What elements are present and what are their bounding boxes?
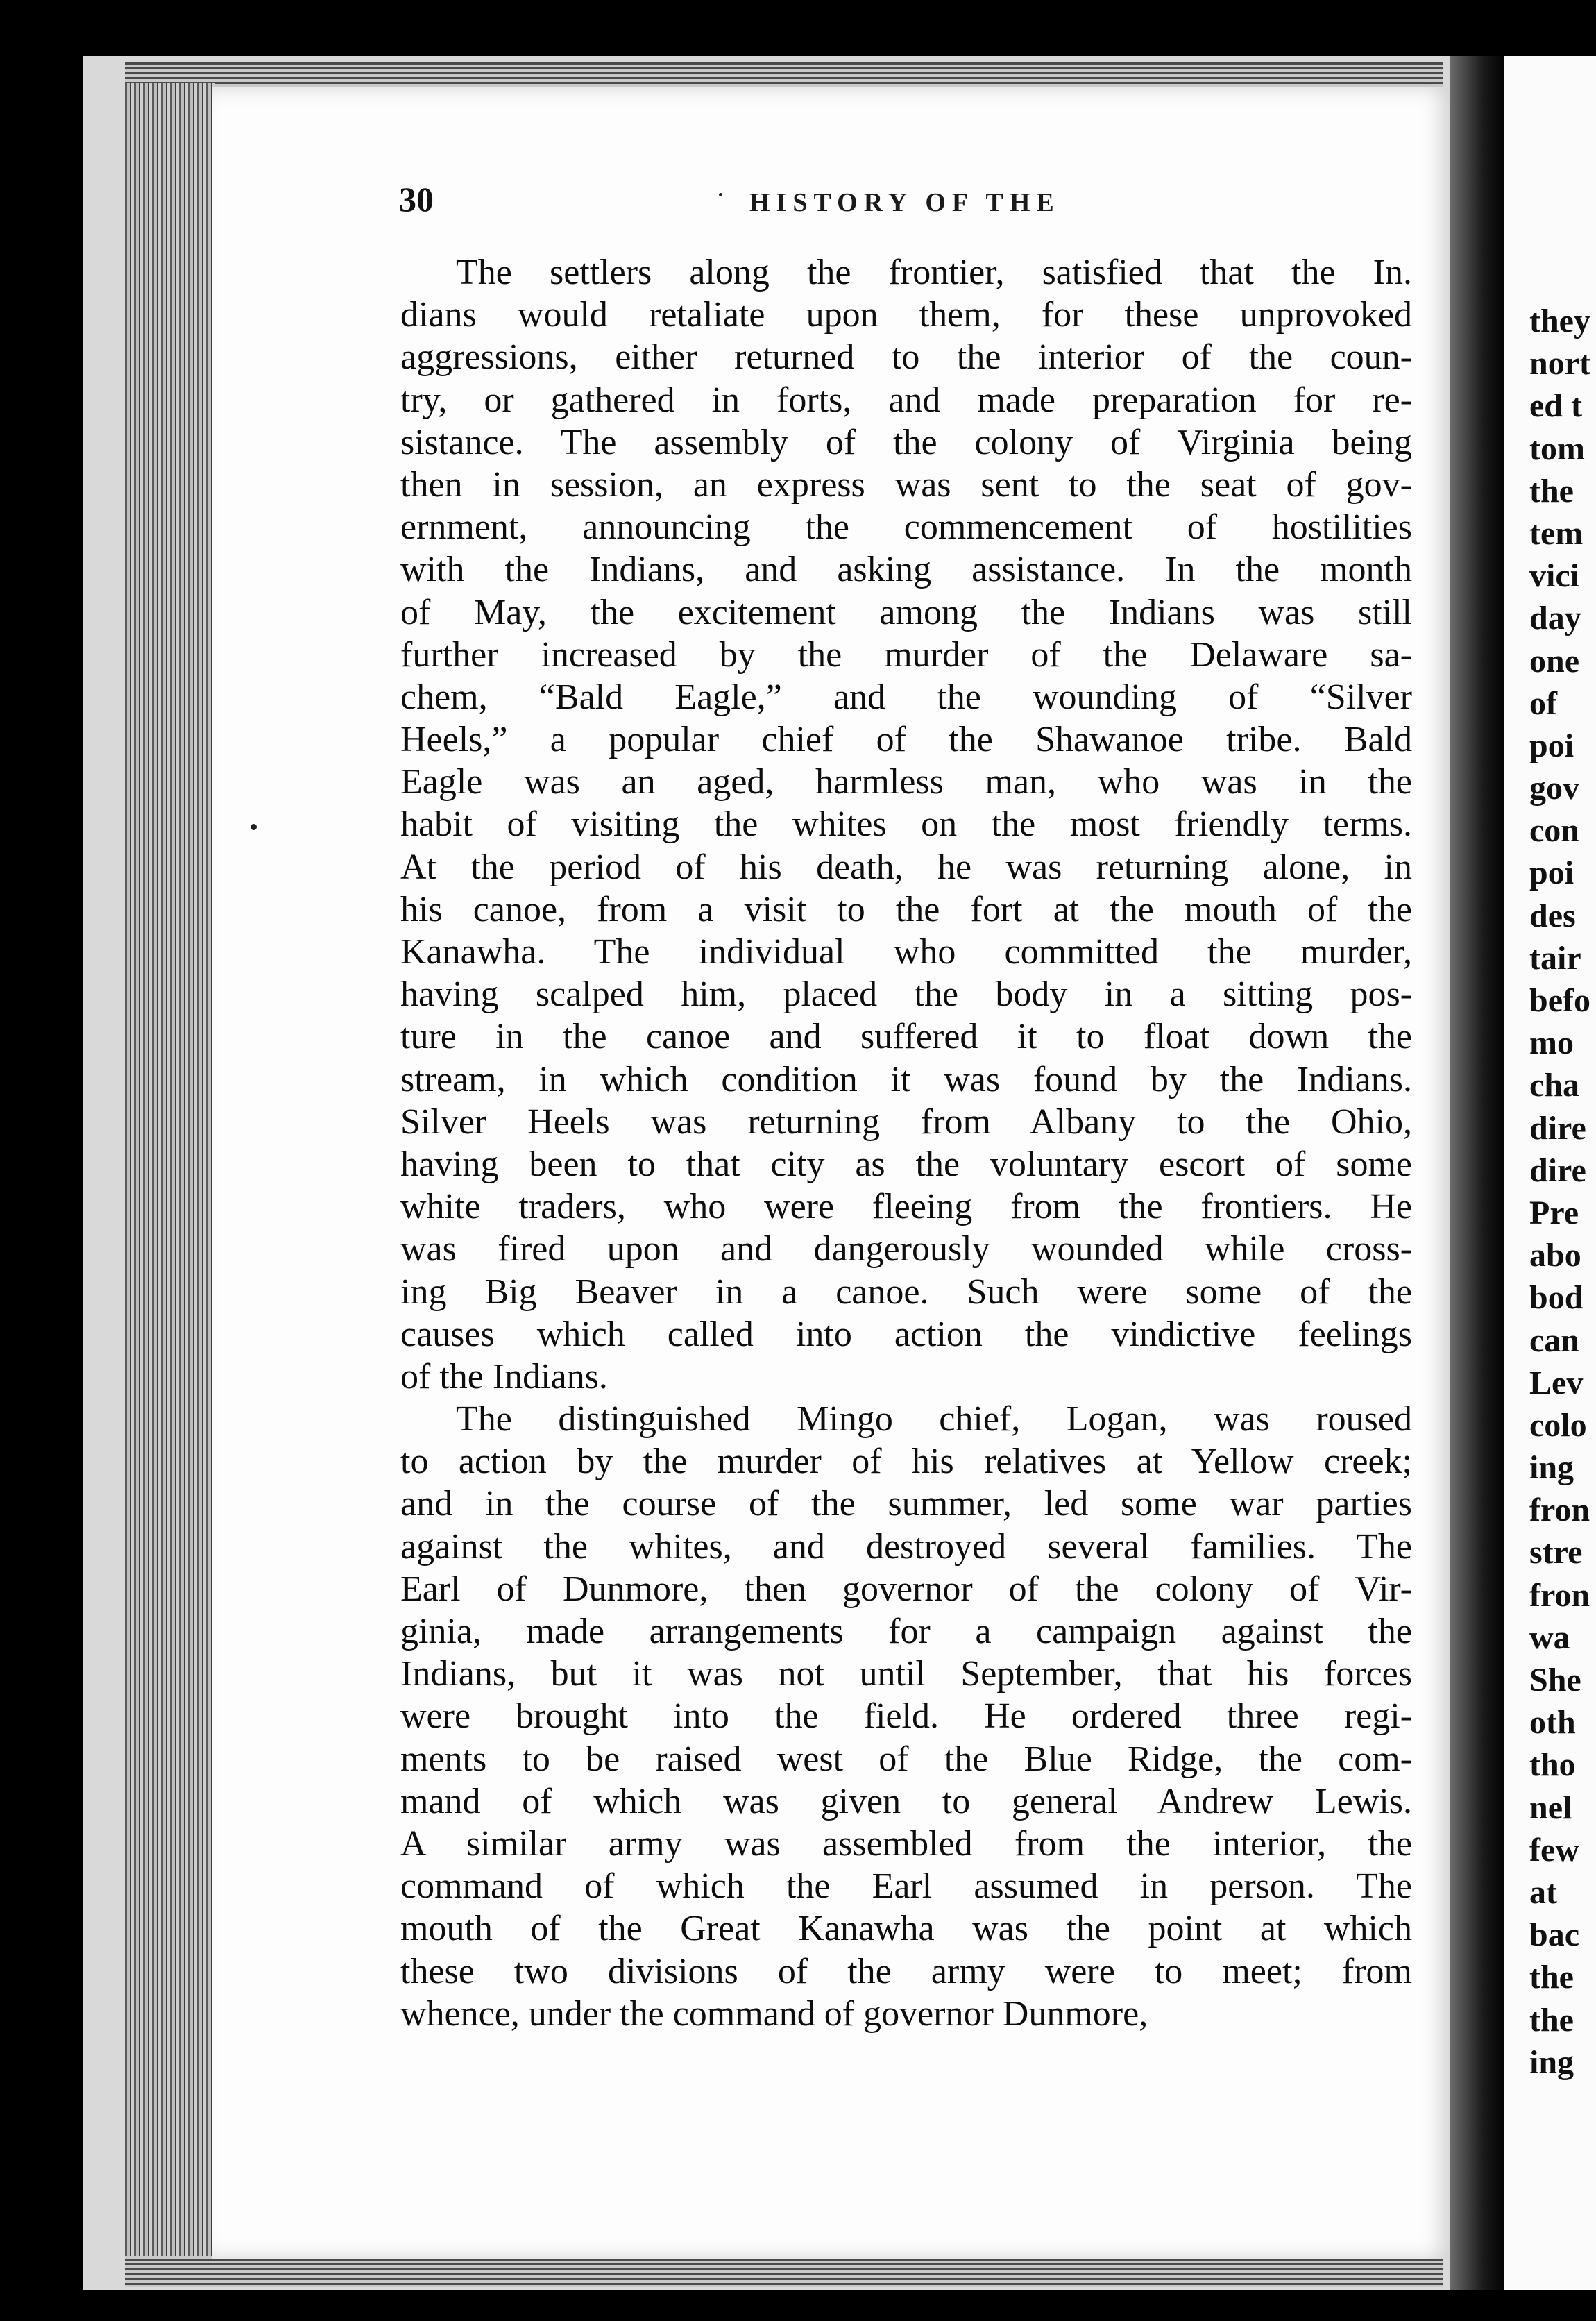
right-page-line: mo — [1529, 1024, 1574, 1062]
text-line: Heels,” a popular chief of the Shawanoe tribe. Bald — [400, 720, 1412, 760]
page-header — [399, 179, 1412, 228]
right-page-line: the — [1529, 1959, 1574, 1996]
text-line: ments to be raised west of the Blue Ridge, the com- — [400, 1739, 1412, 1779]
right-page-line: nel — [1529, 1789, 1572, 1826]
right-page-line: bod — [1529, 1279, 1584, 1317]
right-page-line: abo — [1529, 1237, 1581, 1274]
right-page-line: can — [1529, 1322, 1579, 1359]
right-page-line: nort — [1529, 345, 1590, 382]
right-page-line: poi — [1529, 854, 1574, 892]
right-page-fragment — [1504, 56, 1596, 2290]
text-line: ernment, announcing the commencement of hostilities — [400, 507, 1412, 548]
right-page-text — [1529, 300, 1596, 2084]
text-line: A similar army was assembled from the interior, the — [400, 1823, 1412, 1864]
text-line: and in the course of the summer, led some war parties — [400, 1484, 1412, 1524]
text-line: having been to that city as the voluntary escort of some — [400, 1144, 1412, 1184]
book-gutter — [1450, 56, 1506, 2290]
text-line: were brought into the field. He ordered three regi- — [400, 1696, 1412, 1737]
text-line: ture in the canoe and suffered it to float down the — [400, 1017, 1412, 1057]
text-line: mand of which was given to general Andrew Lewis. — [400, 1781, 1412, 1821]
text-line: was fired upon and dangerously wounded while cross- — [400, 1229, 1412, 1269]
text-line: mouth of the Great Kanawha was the point at which — [400, 1909, 1412, 1949]
right-page-line: they — [1529, 303, 1590, 339]
right-page-line: dire — [1529, 1151, 1586, 1189]
right-page-line: of — [1529, 684, 1557, 722]
right-page-line: vici — [1529, 557, 1579, 595]
right-page-line: des — [1529, 897, 1576, 934]
right-page-line: one — [1529, 642, 1579, 680]
page-number: 30 — [399, 180, 434, 219]
right-page-line: oth — [1529, 1704, 1576, 1741]
right-page-line: con — [1529, 812, 1579, 850]
text-line: further increased by the murder of the Delaware sa- — [400, 634, 1412, 675]
right-page-line: ed t — [1529, 387, 1582, 425]
text-line: then in session, an express was sent to the seat of gov- — [400, 464, 1412, 505]
text-line: The distinguished Mingo chief, Logan, was roused — [456, 1399, 1412, 1440]
right-page-line: stre — [1529, 1534, 1583, 1571]
text-line: with the Indians, and asking assistance. In the month — [400, 550, 1412, 590]
text-line: of the Indians. — [400, 1356, 608, 1396]
text-line: Silver Heels was returning from Albany to the Ohio, — [400, 1102, 1412, 1142]
text-line: habit of visiting the whites on the most friendly terms. — [400, 804, 1412, 845]
right-page-line: the — [1529, 472, 1574, 509]
text-line: The settlers along the frontier, satisfied that the In. — [456, 253, 1412, 292]
right-page-line: wa — [1529, 1619, 1570, 1656]
text-line: At the period of his death, he was returning alone, in — [400, 847, 1412, 887]
right-page-line: tom — [1529, 430, 1585, 467]
right-page-line: Lev — [1529, 1364, 1584, 1401]
right-page-line: dire — [1529, 1109, 1586, 1147]
page-edges-bottom — [125, 2256, 1443, 2287]
text-line: white traders, who were fleeing from the frontiers. He — [400, 1187, 1412, 1227]
text-line: sistance. The assembly of the colony of Virginia being — [400, 422, 1412, 462]
right-page-line: gov — [1529, 770, 1579, 807]
text-line: Indians, but it was not until September, that his forces — [400, 1654, 1412, 1694]
text-line: try, or gathered in forts, and made preparation for re- — [400, 380, 1412, 420]
text-line: command of which the Earl assumed in person. The — [400, 1866, 1412, 1907]
text-line: chem, “Bald Eagle,” and the wounding of “Silver — [400, 677, 1412, 717]
text-line: against the whites, and destroyed several families. The — [400, 1526, 1412, 1567]
text-line: whence, under the command of governor Dunmore, — [400, 1993, 1148, 2034]
text-line: Kanawha. The individual who committed the murder, — [400, 932, 1412, 972]
right-page-line: cha — [1529, 1067, 1579, 1104]
text-line: ing Big Beaver in a canoe. Such were some of the — [400, 1272, 1412, 1312]
right-page-line: tem — [1529, 514, 1584, 552]
text-line: causes which called into action the vindictive feelings — [400, 1314, 1412, 1354]
right-page-line: colo — [1529, 1406, 1587, 1444]
right-page-line: few — [1529, 1831, 1579, 1868]
right-page-line: tair — [1529, 939, 1581, 977]
scan-speck — [251, 824, 257, 830]
scan-speck — [719, 193, 722, 196]
right-page-line: Pre — [1529, 1194, 1579, 1231]
text-line: to action by the murder of his relatives at Yellow creek; — [400, 1442, 1412, 1482]
text-line: aggressions, either returned to the interior of the coun- — [400, 337, 1412, 378]
body-text — [400, 251, 1412, 2035]
page-edges-left — [125, 83, 215, 2270]
text-line: dians would retaliate upon them, for these unprovoked — [400, 295, 1412, 335]
text-line: having scalped him, placed the body in a sitting pos- — [400, 974, 1412, 1015]
text-line: Earl of Dunmore, then governor of the colony of Vir- — [400, 1569, 1412, 1609]
text-line: Eagle was an aged, harmless man, who was in the — [400, 762, 1412, 802]
right-page-line: befo — [1529, 982, 1590, 1019]
right-page-line: at — [1529, 1873, 1557, 1911]
text-line: stream, in which condition it was found by the Indians. — [400, 1059, 1412, 1099]
page-edges-top — [125, 62, 1443, 90]
right-page-line: day — [1529, 600, 1581, 637]
right-page-line: bac — [1529, 1916, 1579, 1954]
right-page-line: the — [1529, 2001, 1574, 2039]
right-page-line: poi — [1529, 727, 1574, 764]
right-page-line: fron — [1529, 1492, 1590, 1529]
running-head: HISTORY OF THE — [749, 188, 1060, 217]
text-line: his canoe, from a visit to the fort at the mouth of the — [400, 889, 1412, 929]
right-page-line: tho — [1529, 1746, 1576, 1784]
right-page-line: fron — [1529, 1576, 1590, 1614]
text-line: these two divisions of the army were to meet; from — [400, 1951, 1412, 1991]
text-line: ginia, made arrangements for a campaign against the — [400, 1612, 1412, 1651]
text-line: of May, the excitement among the Indians was still — [400, 592, 1412, 632]
right-page-line: ing — [1529, 2043, 1574, 2081]
right-page-line: She — [1529, 1662, 1581, 1698]
right-page-line: ing — [1529, 1449, 1574, 1487]
